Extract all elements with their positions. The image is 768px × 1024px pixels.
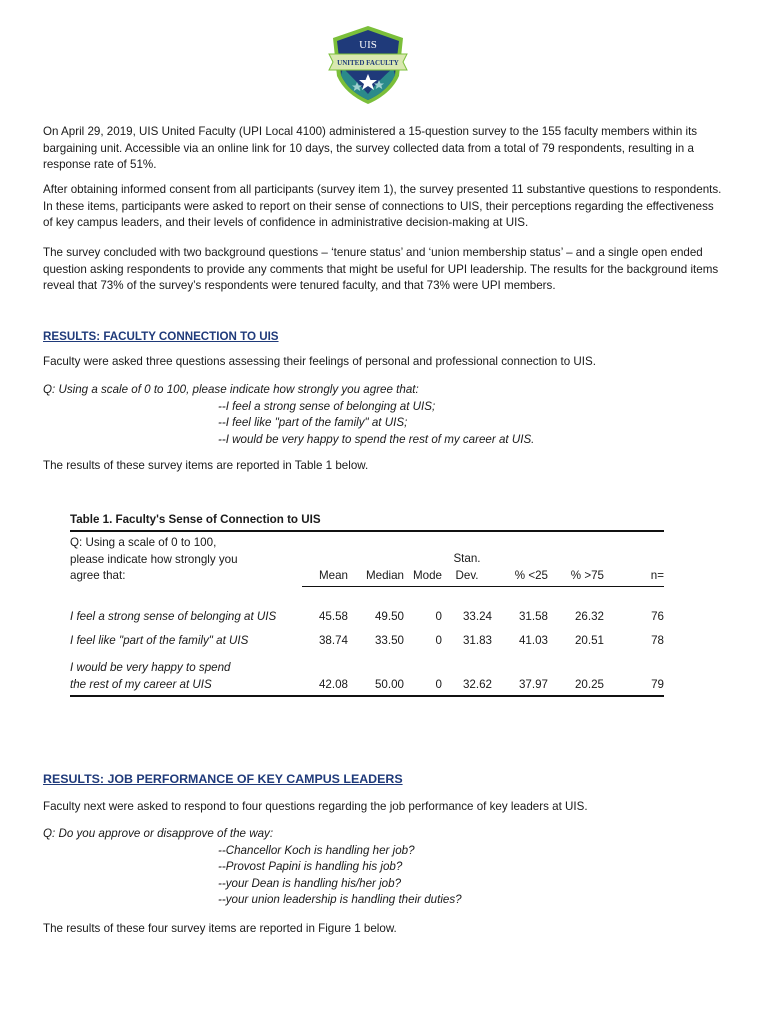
section2-question-block: [43, 826, 723, 909]
cell-gt75: 20.25: [548, 649, 604, 696]
section1-lead-text: Faculty were asked three questions assessing their feelings of personal and professional connection to UIS.: [43, 355, 596, 368]
intro-p2-text: After obtaining informed consent from all participants (survey item 1), the survey presented 11 substantive questions to respondents. In these items, participants were asked to report on their sense of connections to UIS, their perceptions regarding the effectiveness of key campus leaders, and their levels of confidence in administrative decision-making at UIS.: [43, 183, 722, 229]
cell-mode: 0: [404, 649, 442, 696]
header-question: Q: Using a scale of 0 to 100, please indicate how strongly you agree that:: [70, 536, 238, 582]
section1-item-3: --I would be very happy to spend the rest of my career at UIS.: [218, 432, 535, 446]
col-header-gt75: % >75: [548, 532, 604, 587]
col-header-stdev: Stan. Dev.: [442, 532, 492, 587]
table-row: [70, 587, 664, 626]
uis-united-faculty-logo: [327, 24, 409, 106]
table-1: [70, 512, 664, 697]
col-header-mean: Mean: [302, 532, 348, 587]
section1-question-block: [43, 382, 723, 448]
section2-item-4: --your union leadership is handling their duties?: [218, 893, 462, 906]
row-label: I feel like "part of the family" at UIS: [70, 633, 249, 647]
intro-paragraph-2: [43, 182, 723, 232]
cell-lt25: 41.03: [518, 633, 548, 647]
intro-p3-text: The survey concluded with two background questions – ‘tenure status’ and ‘union membership status’ – and a single open ended question asking respondents to provide any comments that might be useful for UPI leadership. The results for the background items reveal that 73% of the survey’s respondents were tenured faculty, and that 73% were UPI members.: [43, 246, 719, 292]
col-header-median: Median: [348, 532, 404, 587]
section1-lead: [43, 354, 723, 371]
cell-median: 33.50: [374, 633, 404, 647]
cell-mean: 38.74: [318, 633, 348, 647]
section1-after: [43, 458, 723, 475]
cell-mean: 45.58: [318, 609, 348, 623]
section2-item-2: --Provost Papini is handling his job?: [218, 860, 403, 873]
logo-top-text: UIS: [359, 39, 377, 51]
section1-heading-text: RESULTS: FACULTY CONNECTION TO UIS: [43, 330, 279, 343]
cell-sd: 32.62: [442, 649, 492, 696]
section1-heading: [43, 329, 723, 346]
row-label: I would be very happy to spend the rest of my career at UIS: [70, 649, 302, 696]
cell-median: 49.50: [374, 609, 404, 623]
col-header-lt25: % <25: [492, 532, 548, 587]
section2-heading: [43, 771, 723, 788]
cell-gt75: 20.51: [574, 633, 604, 647]
intro-p1-text: On April 29, 2019, UIS United Faculty (UPI Local 4100) administered a 15-question survey to the 155 faculty members within its bargaining unit. Accessible via an online link for 10 days, the survey collected data from a total of 79 respondents, resulting in a response rate of 51%.: [43, 125, 698, 171]
col-header-n: n=: [604, 532, 664, 587]
section2-lead-text: Faculty next were asked to respond to four questions regarding the job performance of key leaders at UIS.: [43, 800, 588, 813]
section1-question: Q: Using a scale of 0 to 100, please indicate how strongly you agree that:: [43, 383, 419, 396]
cell-n: 76: [651, 609, 664, 623]
table-header-row: [70, 532, 664, 587]
cell-mean: 42.08: [302, 649, 348, 696]
table-1-grid: [70, 532, 664, 697]
shield-stars-icon: [327, 24, 409, 106]
section2-item-1: --Chancellor Koch is handling her job?: [218, 843, 415, 857]
intro-paragraph-1: [43, 124, 723, 174]
cell-median: 50.00: [348, 649, 404, 696]
table-title: Table 1. Faculty's Sense of Connection to UIS: [70, 513, 321, 526]
logo-banner-text: UNITED FACULTY: [337, 59, 399, 67]
section2-question: Q: Do you approve or disapprove of the way:: [43, 827, 274, 840]
cell-sd: 33.24: [462, 609, 492, 623]
section2-lead: [43, 799, 723, 816]
section2-after-text: The results of these four survey items are reported in Figure 1 below.: [43, 922, 397, 935]
table-row: [70, 649, 664, 696]
cell-sd: 31.83: [462, 633, 492, 647]
table-row: [70, 625, 664, 649]
cell-mode: 0: [435, 609, 442, 623]
cell-n: 79: [604, 649, 664, 696]
section2-item-3: --your Dean is handling his/her job?: [218, 876, 402, 890]
cell-lt25: 37.97: [492, 649, 548, 696]
row-label: I feel a strong sense of belonging at UIS: [70, 609, 277, 623]
cell-n: 78: [651, 633, 664, 647]
section1-item-2: --I feel like "part of the family" at UIS;: [218, 416, 408, 429]
col-header-mode: Mode: [404, 532, 442, 587]
intro-paragraph-3: [43, 245, 723, 295]
section2-heading-text: RESULTS: JOB PERFORMANCE OF KEY CAMPUS LEADERS: [43, 772, 403, 786]
section2-after: [43, 921, 723, 938]
cell-mode: 0: [435, 633, 442, 647]
section1-item-1: --I feel a strong sense of belonging at UIS;: [218, 399, 436, 413]
section1-after-text: The results of these survey items are reported in Table 1 below.: [43, 459, 369, 472]
cell-lt25: 31.58: [518, 609, 548, 623]
cell-gt75: 26.32: [574, 609, 604, 623]
